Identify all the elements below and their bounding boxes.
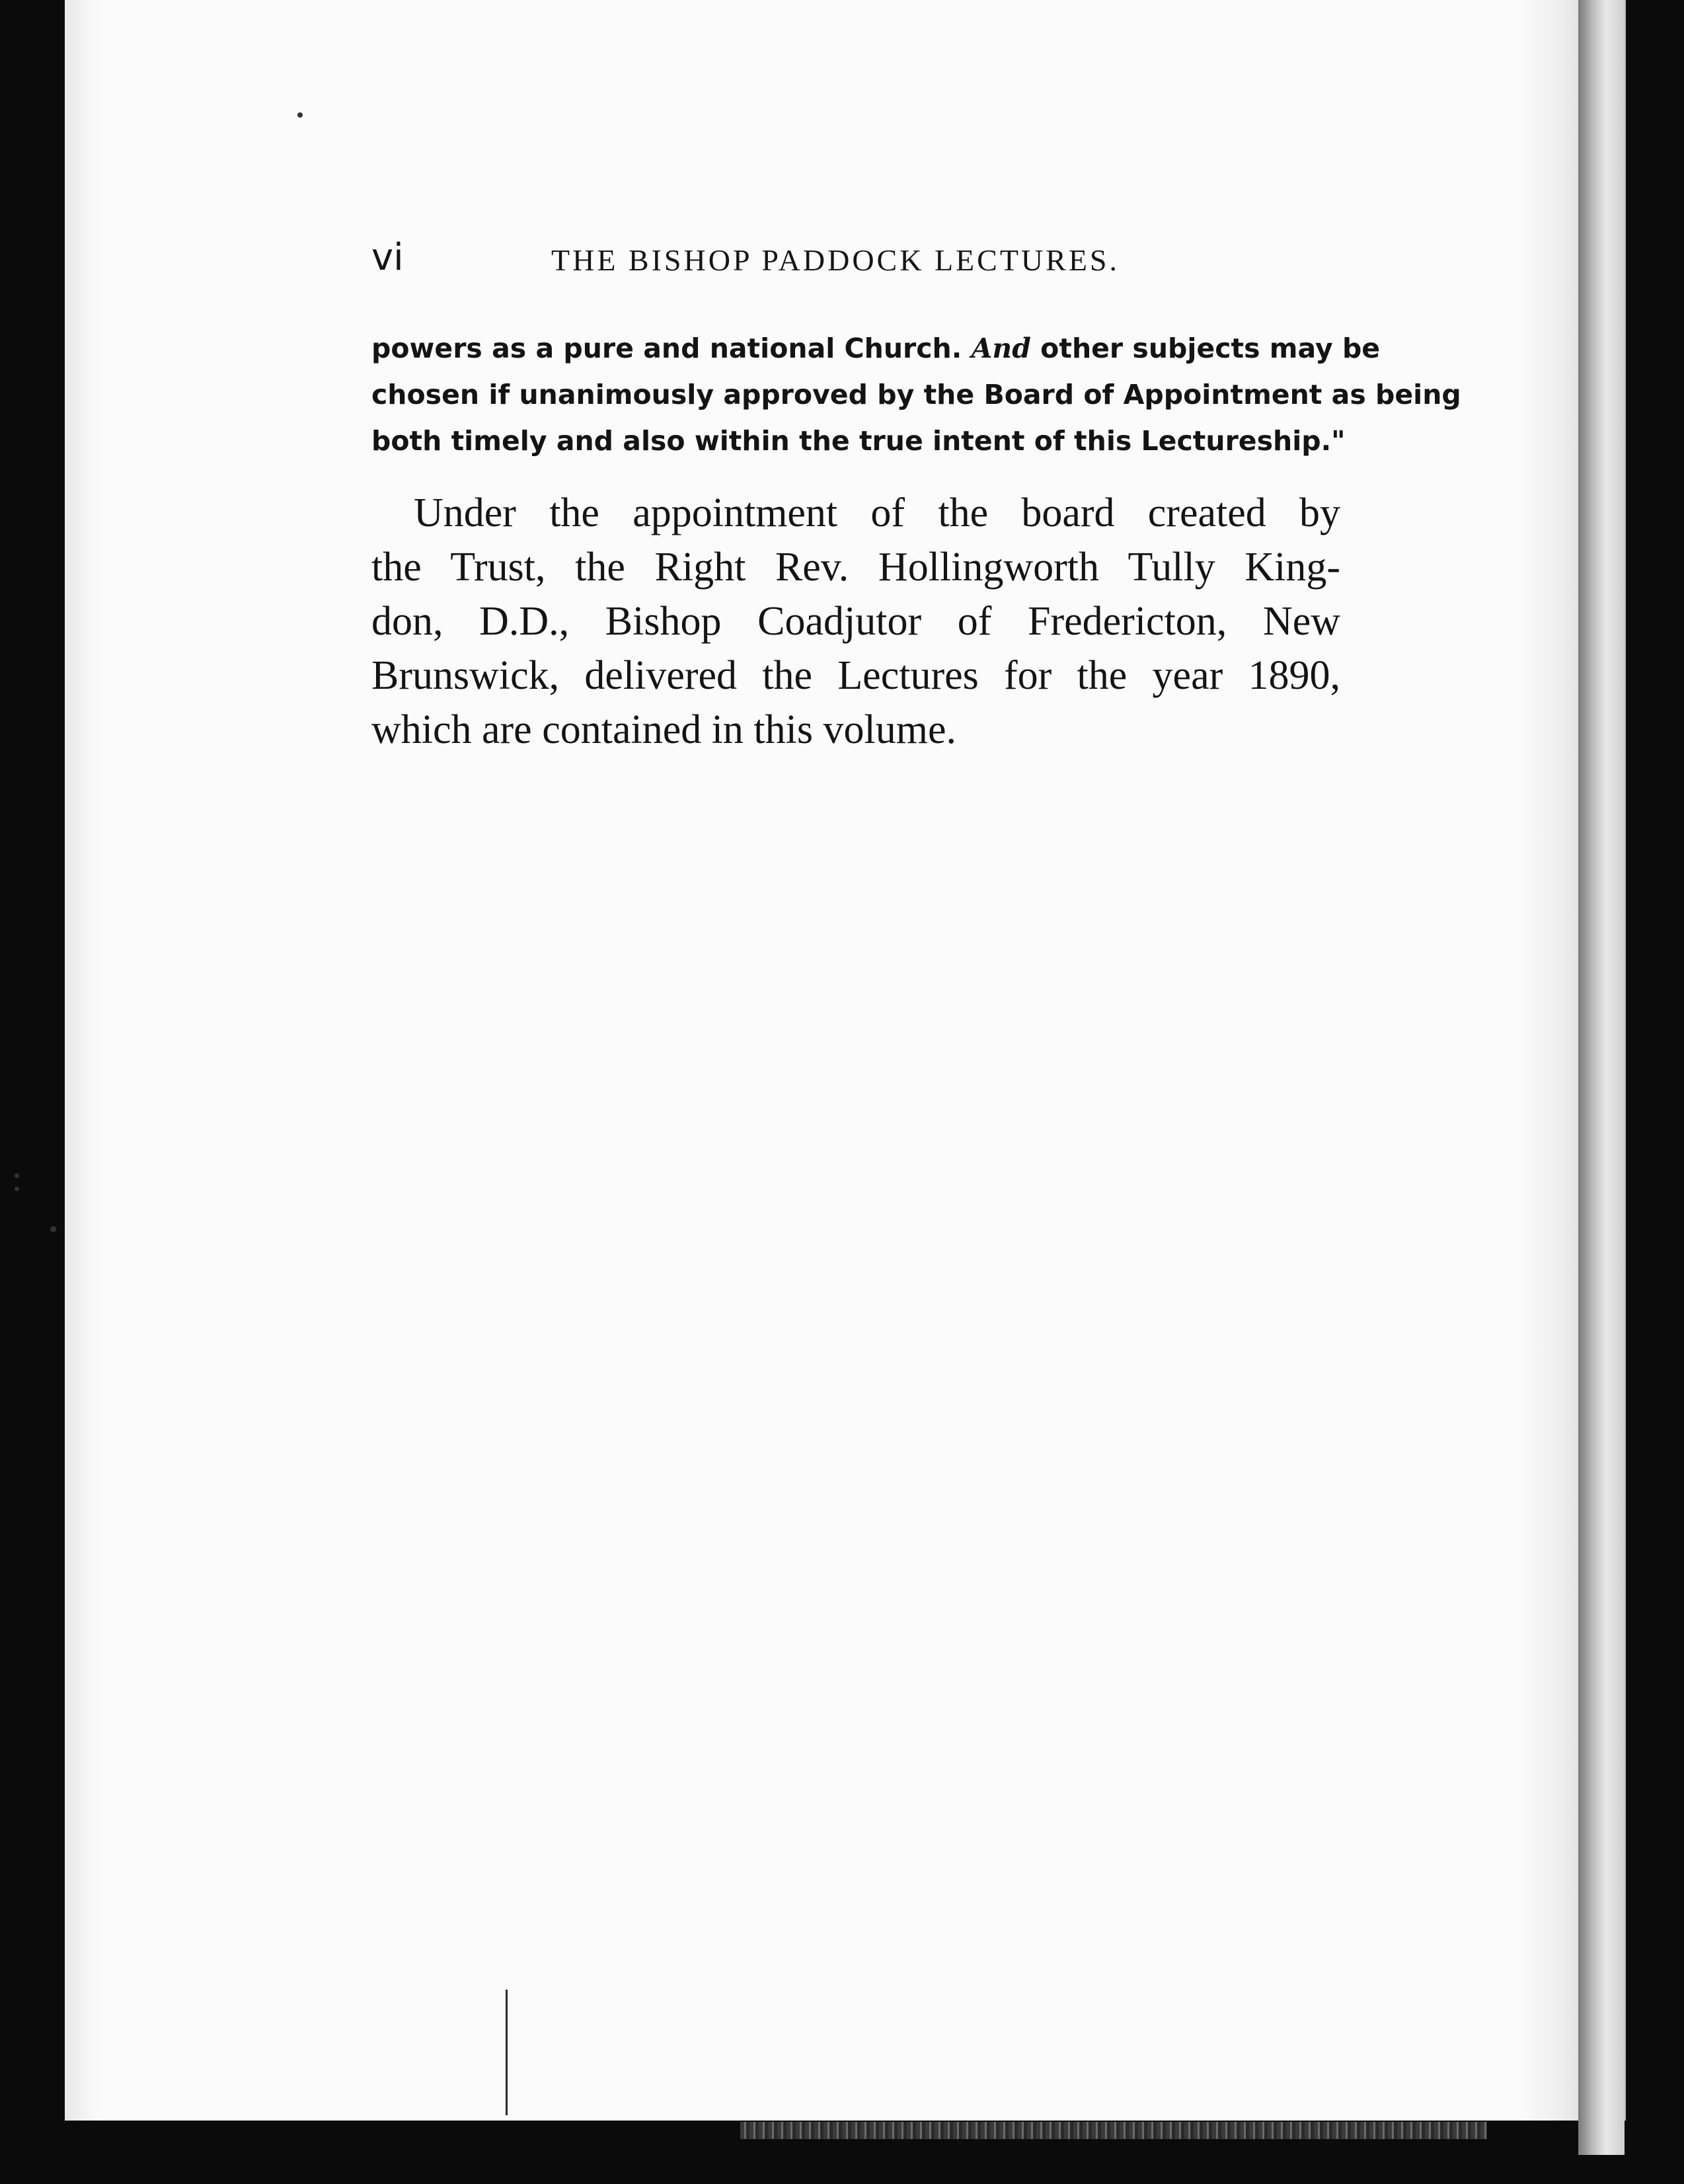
quote-line: both timely and also within the true intent of this Lectureship." (371, 425, 1346, 457)
page-surface (65, 0, 1585, 2121)
dust-speck (297, 112, 303, 118)
quoted-trust-text (371, 325, 1461, 464)
quote-line-text: powers as a pure and national Church. (371, 332, 962, 364)
dust-speck (15, 1187, 19, 1191)
page-left-edge (65, 0, 104, 2121)
quote-line: chosen if unanimously approved by the Board of Appointment as being (371, 379, 1461, 410)
gutter-mark (506, 1990, 508, 2115)
body-paragraph (371, 486, 1340, 757)
paragraph-line: which are contained in this volume. (371, 707, 956, 752)
paragraph-line: Brunswick, delivered the Lectures for the year 1890, (371, 653, 1340, 698)
page-number: vi (371, 236, 404, 279)
bottom-edge-shadow (740, 2122, 1487, 2139)
quote-italic-word: And (971, 332, 1031, 364)
quote-line-text: other subjects may be (1040, 332, 1381, 364)
quote-line (371, 325, 1381, 371)
dust-speck (50, 1226, 56, 1232)
dust-speck (15, 1173, 19, 1178)
paragraph-line: Under the appointment of the board created by (414, 490, 1340, 535)
paragraph-line: don, D.D., Bishop Coadjutor of Fredericton, New (371, 599, 1340, 644)
paragraph-line: the Trust, the Right Rev. Hollingworth Tully King- (371, 545, 1340, 590)
page-header (371, 231, 1336, 284)
running-head: THE BISHOP PADDOCK LECTURES. (551, 243, 1120, 277)
binding-strip (1578, 0, 1625, 2155)
